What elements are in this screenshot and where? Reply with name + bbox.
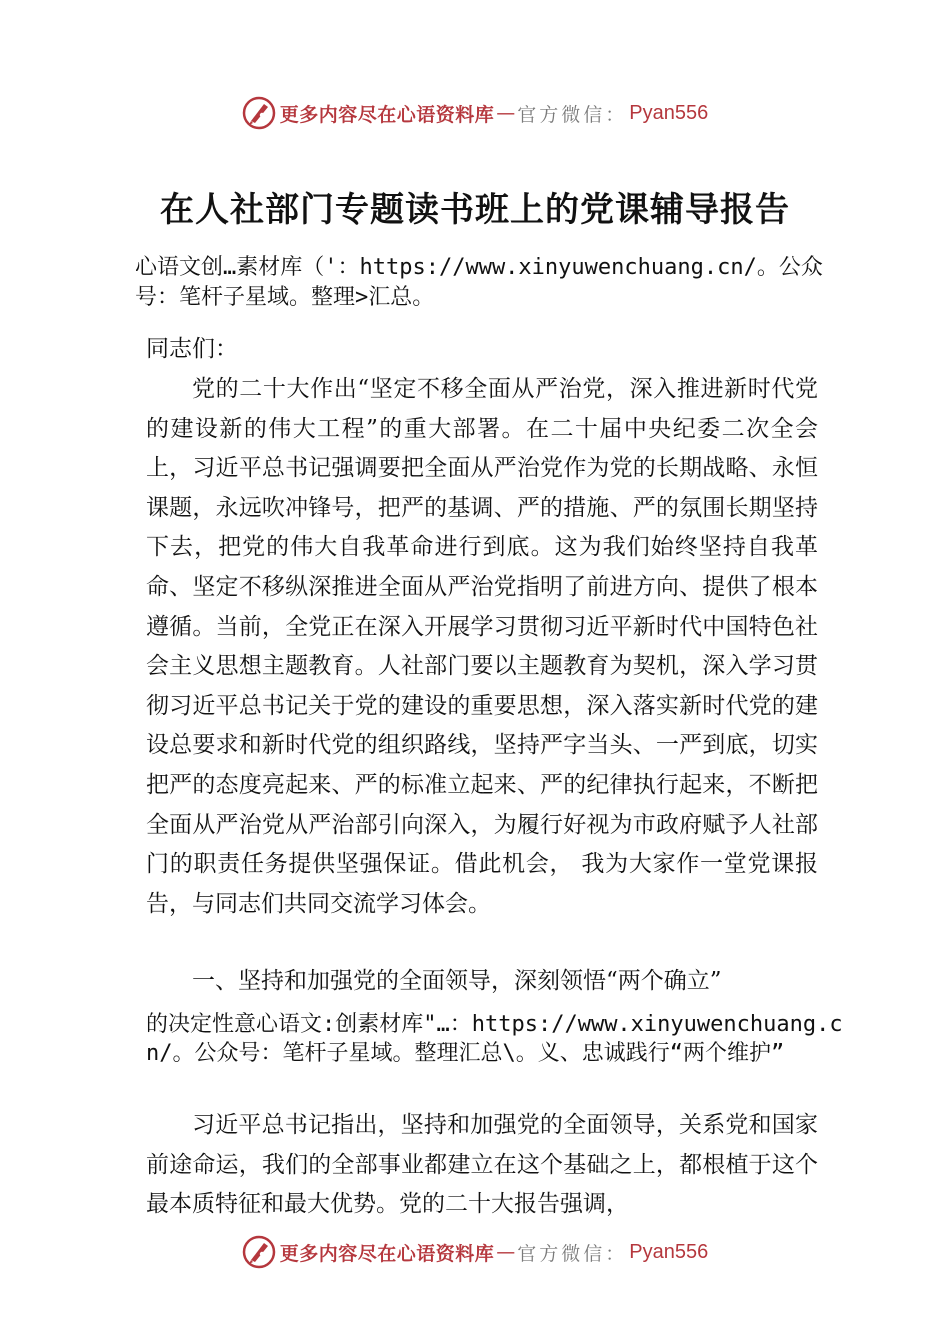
watermark-id: Pyan556 <box>629 1240 709 1263</box>
watermark-official: 官方微信： <box>517 1242 628 1265</box>
footer-watermark <box>0 1232 950 1272</box>
watermark-official: 官方微信： <box>517 103 628 126</box>
document-title: 在人社部门专题读书班上的党课辅导报告 <box>160 190 790 230</box>
header-watermark <box>0 93 950 133</box>
quill-logo-icon <box>242 96 276 130</box>
watermark-text: 更多内容尽在心语资料库 <box>279 1242 495 1265</box>
section-heading-1: 一、坚持和加强党的全面领导，深刻领悟“两个确立” <box>192 968 722 994</box>
watermark-separator: — <box>496 102 516 124</box>
greeting: 同志们： <box>146 336 238 362</box>
section-heading-1-continuation: 的决定性意心语文:创素材库"…：https://www.xinyuwenchuang.cn/。公众号：笔杆子星域。整理汇总\。义、忠诚践行“两个维护” <box>146 1012 843 1066</box>
quill-logo-icon <box>242 1235 276 1269</box>
watermark-separator: — <box>496 1241 516 1263</box>
paragraph-2: 习近平总书记指出，坚持和加强党的全面领导，关系党和国家前途命运，我们的全部事业都建立在这个基础之上，都根植于这个最本质特征和最大优势。党的二十大报告强调， <box>146 1112 818 1218</box>
watermark-text: 更多内容尽在心语资料库 <box>279 103 495 126</box>
paragraph-1: 党的二十大作出“坚定不移全面从严治党，深入推进新时代党的建设新的伟大工程”的重大部署。在二十届中央纪委二次全会上，习近平总书记强调要把全面从严治党作为党的长期战略、永恒课题，永远吹冲锋号，把严的基调、严的措施、严的氛围长期坚持下去，把党的伟大自我革命进行到底。这为我们始终坚持自我革命、坚定不移纵深推进全面从严治党指明了前进方向、提供了根本遵循。当前，全党正在深入开展学习贯彻习近平新时代中国特色社会主义思想主题教育。人社部门要以主题教育为契机，深入学习贯彻习近平总书记关于党的建设的重要思想，深入落实新时代党的建设总要求和新时代党的组织路线，坚持严字当头、一严到底，切实把严的态度亮起来、严的标准立起来、严的纪律执行起来，不断把全面从严治党从严治部引向深入，为履行好视为市政府赋予人社部门的职责任务提供坚强保证。借此机会， 我为大家作一堂党课报告，与同志们共同交流学习体会。 <box>146 376 818 917</box>
watermark-id: Pyan556 <box>629 101 709 124</box>
source-line: 心语文创…素材库（'：https://www.xinyuwenchuang.cn/。公众号：笔杆子星域。整理>汇总。 <box>135 255 823 310</box>
